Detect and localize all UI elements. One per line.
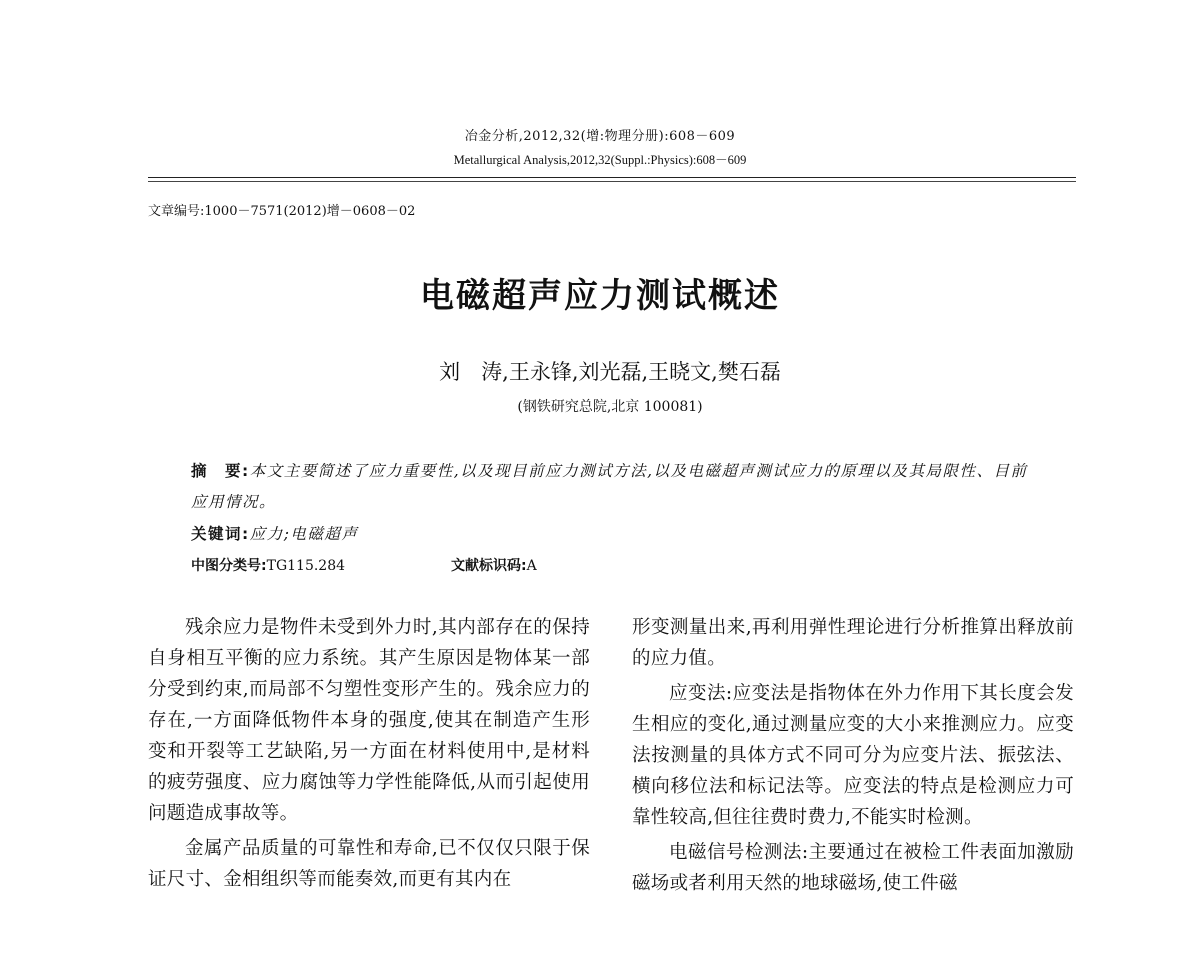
classification-label: 中图分类号: — [191, 558, 267, 574]
abstract-text: 本文主要简述了应力重要性,以及现目前应力测试方法,以及电磁超声测试应力的原理以及其局限性、目前应用情况。 — [191, 462, 1028, 511]
header-rule-thick — [148, 177, 1076, 178]
document-code-value: A — [526, 558, 537, 574]
classification-value: TG115.284 — [266, 558, 346, 574]
document-code-label: 文献标识码: — [451, 558, 527, 574]
body-paragraph-continuation: 形变测量出来,再利用弹性理论进行分析推算出释放前的应力值。 — [632, 617, 1074, 669]
keywords-text: 应力;电磁超声 — [249, 525, 359, 543]
body-paragraph: 电磁信号检测法:主要通过在被检工件表面加激励磁场或者利用天然的地球磁场,使工件磁 — [632, 842, 1074, 894]
body-paragraph: 应变法:应变法是指物体在外力作用下其长度会发生相应的变化,通过测量应变的大小来推测应力。应变法按测量的具体方式不同可分为应变片法、振弦法、横向移位法和标记法等。应变法的特点是检测应力可靠性较高,但往往费时费力,不能实时检测。 — [632, 683, 1074, 828]
journal-header-english: Metallurgical Analysis,2012,32(Suppl.:Physics):608－609 — [453, 153, 747, 167]
keywords — [191, 522, 358, 544]
body-paragraph: 金属产品质量的可靠性和寿命,已不仅仅只限于保证尺寸、金相组织等而能奏效,而更有其内在 — [148, 838, 590, 890]
article-number: 文章编号:1000－7571(2012)增－0608－02 — [148, 204, 416, 219]
classification-line — [191, 555, 791, 575]
body-paragraph: 残余应力是物件未受到外力时,其内部存在的保持自身相互平衡的应力系统。其产生原因是物体某一部分受到约束,而局部不匀塑性变形产生的。残余应力的存在,一方面降低物件本身的强度,使其在制造产生形变和开裂等工艺缺陷,另一方面在材料使用中,是材料的疲劳强度、应力腐蚀等力学性能降低,从而引起使用问题造成事故等。 — [148, 617, 590, 824]
abstract-label: 摘 要: — [191, 462, 250, 480]
abstract — [191, 456, 1036, 518]
document-code — [451, 555, 537, 575]
paper-title: 电磁超声应力测试概述 — [420, 276, 780, 316]
author-list: 刘 涛,王永锋,刘光磊,王晓文,樊石磊 — [439, 360, 781, 384]
body-right-column — [632, 612, 1074, 903]
body-left-column — [148, 612, 590, 899]
journal-header-chinese: 冶金分析,2012,32(增:物理分册):608－609 — [464, 129, 736, 144]
author-affiliation: (钢铁研究总院,北京 100081) — [517, 399, 703, 415]
keywords-label: 关键词: — [191, 525, 250, 543]
header-rule-thin — [148, 181, 1076, 182]
